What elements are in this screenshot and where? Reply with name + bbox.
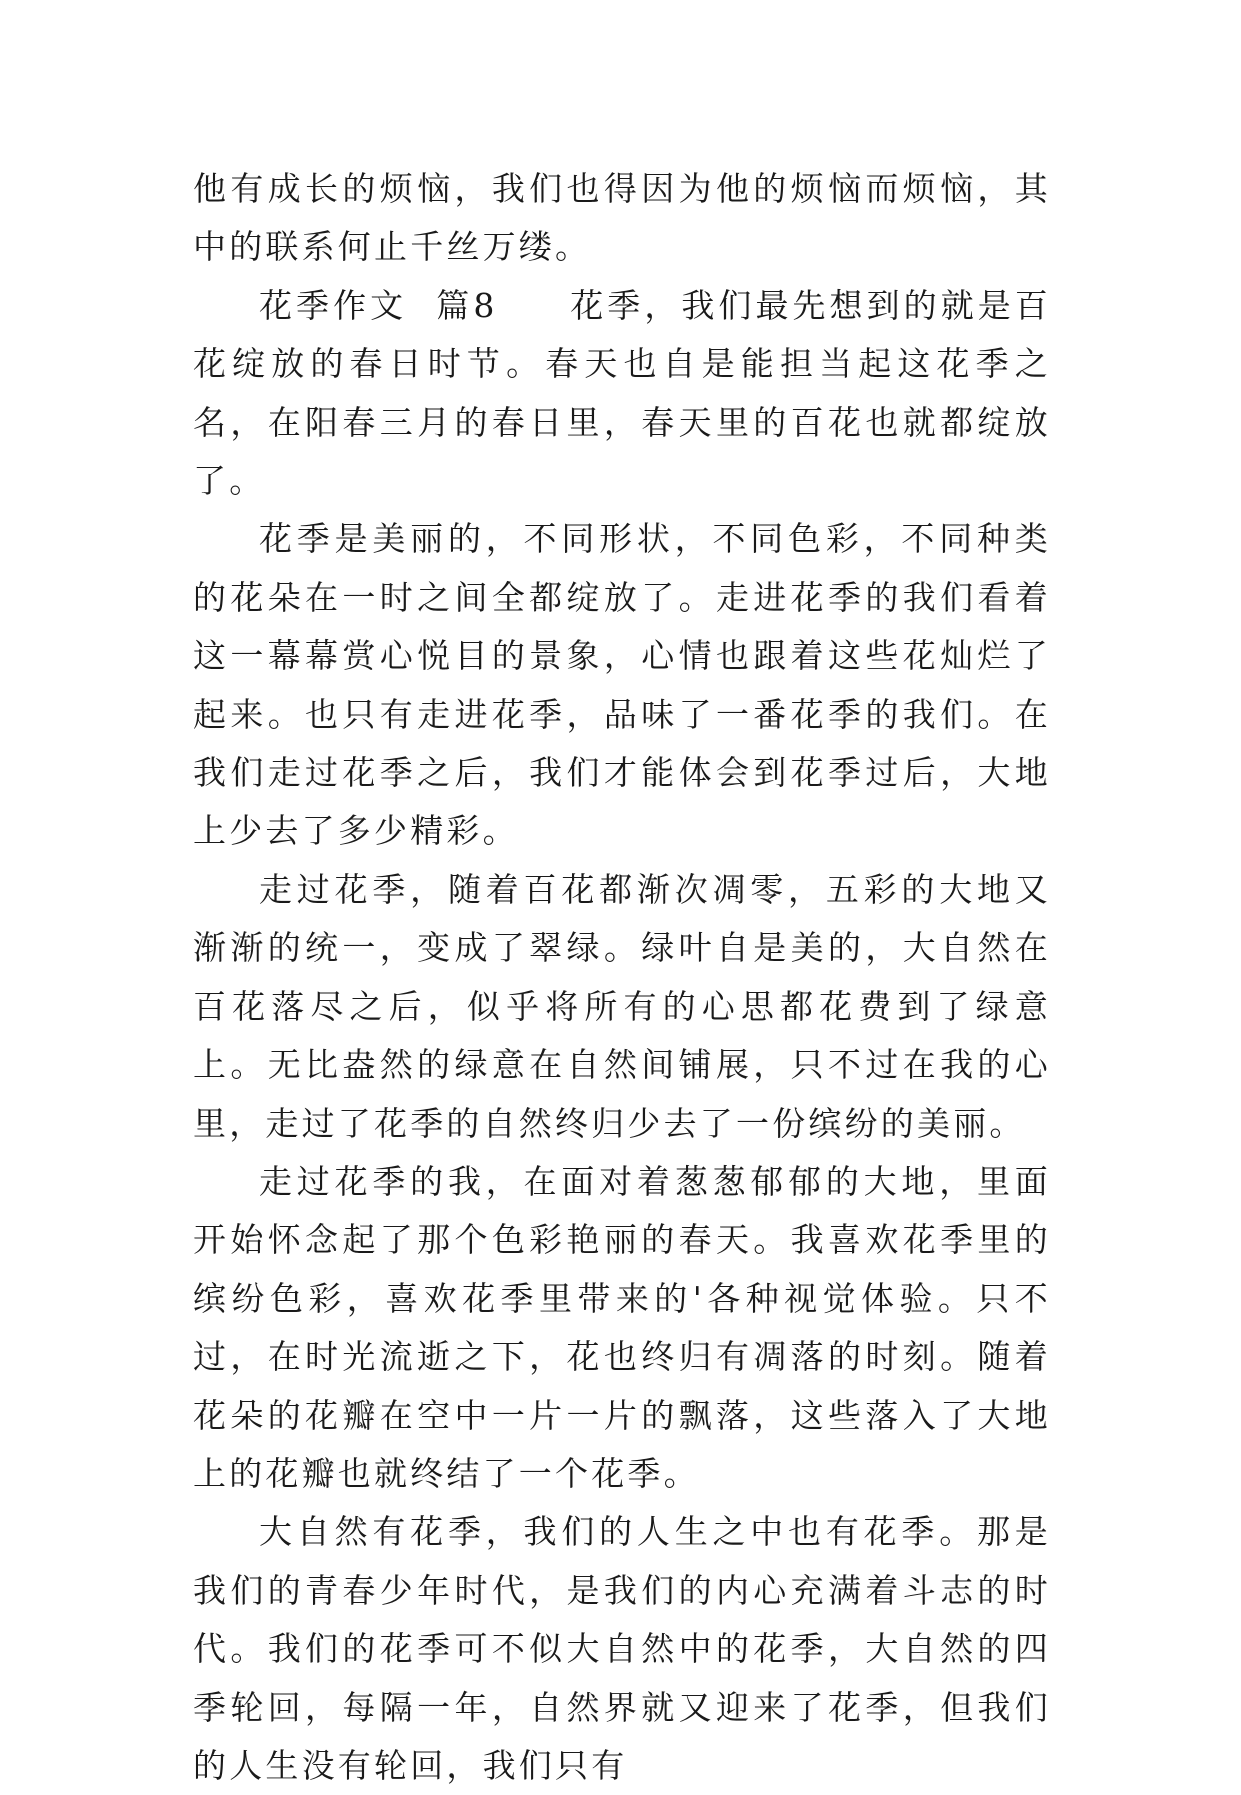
paragraph-6-text: 大自然有花季，我们的人生之中也有花季。那是我们的青春少年时代，是我们的内心充满着斗志的时代。我们的花季可不似大自然中的花季，大自然的四季轮回，每隔一年，自然界就又迎来了花季，但我们的人生没有轮回，我们只有 bbox=[193, 1512, 1051, 1785]
paragraph-3 bbox=[193, 510, 1051, 860]
paragraph-1 bbox=[193, 160, 1051, 277]
paragraph-4 bbox=[193, 861, 1051, 1153]
paragraph-2 bbox=[193, 277, 1051, 511]
essay-heading: 花季作文 篇8 bbox=[259, 285, 498, 325]
document-body bbox=[193, 160, 1051, 1795]
paragraph-5-text: 走过花季的我，在面对着葱葱郁郁的大地，里面开始怀念起了那个色彩艳丽的春天。我喜欢花季里的缤纷色彩，喜欢花季里带来的'各种视觉体验。只不过，在时光流逝之下，花也终归有凋落的时刻。随着花朵的花瓣在空中一片一片的飘落，这些落入了大地上的花瓣也就终结了一个花季。 bbox=[193, 1161, 1051, 1493]
paragraph-1-text: 他有成长的烦恼，我们也得因为他的烦恼而烦恼，其中的联系何止千丝万缕。 bbox=[193, 169, 1051, 267]
paragraph-4-text: 走过花季，随着百花都渐次凋零，五彩的大地又渐渐的统一，变成了翠绿。绿叶自是美的，大自然在百花落尽之后，似乎将所有的心思都花费到了绿意上。无比盎然的绿意在自然间铺展，只不过在我的心里，走过了花季的自然终归少去了一份缤纷的美丽。 bbox=[193, 869, 1051, 1143]
paragraph-3-text: 花季是美丽的，不同形状，不同色彩，不同种类的花朵在一时之间全都绽放了。走进花季的我们看着这一幕幕赏心悦目的景象，心情也跟着这些花灿烂了起来。也只有走进花季，品味了一番花季的我们。在我们走过花季之后，我们才能体会到花季过后，大地上少去了多少精彩。 bbox=[193, 519, 1051, 851]
paragraph-5 bbox=[193, 1153, 1051, 1503]
paragraph-6 bbox=[193, 1503, 1051, 1795]
heading-gap bbox=[498, 286, 571, 325]
paragraph-2-text: 花季，我们最先想到的就是百花绽放的春日时节。春天也自是能担当起这花季之名，在阳春三月的春日里，春天里的百花也就都绽放了。 bbox=[193, 285, 1051, 501]
